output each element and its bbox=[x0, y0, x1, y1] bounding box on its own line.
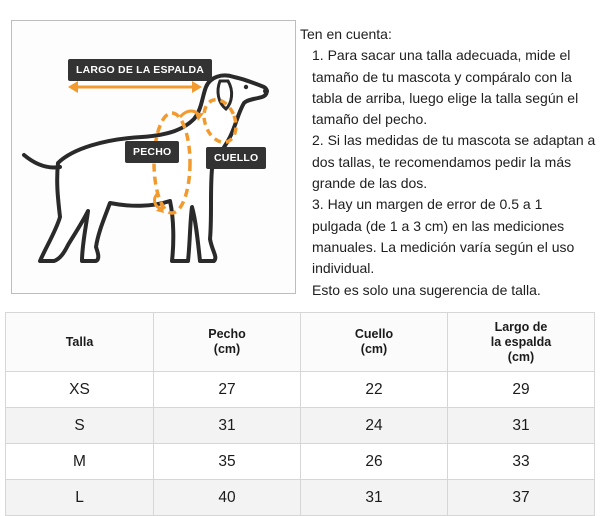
notes-heading: Ten en cuenta: bbox=[300, 26, 392, 42]
note-item: 2. Si las medidas de tu mascota se adaptan a dos tallas, te recomendamos pedir la más grande de las dos. bbox=[312, 132, 596, 192]
measurement-diagram bbox=[11, 20, 296, 294]
back-length-arrow bbox=[68, 81, 202, 93]
cell-size: XS bbox=[6, 372, 154, 408]
table-row bbox=[6, 444, 595, 480]
header-back-length: Largo de la espalda (cm) bbox=[448, 313, 595, 372]
cell-size: M bbox=[6, 444, 154, 480]
note-item: 1. Para sacar una talla adecuada, mide el tamaño de tu mascota y compáralo con la tabla de arriba, luego elige la talla según el tamaño del pecho. bbox=[312, 47, 579, 128]
cell-neck: 26 bbox=[301, 444, 448, 480]
size-table bbox=[5, 312, 595, 516]
sizing-notes bbox=[300, 24, 596, 301]
header-size: Talla bbox=[6, 313, 154, 372]
table-row bbox=[6, 408, 595, 444]
back-length-label: LARGO DE LA ESPALDA bbox=[68, 59, 212, 81]
cell-chest: 40 bbox=[154, 480, 301, 516]
cell-size: S bbox=[6, 408, 154, 444]
cell-size: L bbox=[6, 480, 154, 516]
cell-neck: 31 bbox=[301, 480, 448, 516]
cell-chest: 35 bbox=[154, 444, 301, 480]
chest-label: PECHO bbox=[125, 141, 179, 163]
cell-neck: 24 bbox=[301, 408, 448, 444]
cell-back: 29 bbox=[448, 372, 595, 408]
cell-back: 37 bbox=[448, 480, 595, 516]
table-row bbox=[6, 480, 595, 516]
header-chest: Pecho (cm) bbox=[154, 313, 301, 372]
notes-footer: Esto es solo una sugerencia de talla. bbox=[312, 281, 541, 298]
dog-eye bbox=[244, 85, 248, 89]
cell-chest: 27 bbox=[154, 372, 301, 408]
cell-neck: 22 bbox=[301, 372, 448, 408]
header-neck: Cuello (cm) bbox=[301, 313, 448, 372]
dog-nose bbox=[263, 88, 269, 94]
table-row bbox=[6, 372, 595, 408]
table-header-row bbox=[6, 313, 595, 372]
note-item: 3. Hay un margen de error de 0.5 a 1 pulgada (de 1 a 3 cm) en las mediciones manuales. La medición varía según el uso individual. bbox=[312, 196, 575, 277]
cell-chest: 31 bbox=[154, 408, 301, 444]
cell-back: 33 bbox=[448, 444, 595, 480]
cell-back: 31 bbox=[448, 408, 595, 444]
neck-label: CUELLO bbox=[206, 147, 266, 169]
dog-tail bbox=[24, 155, 60, 168]
